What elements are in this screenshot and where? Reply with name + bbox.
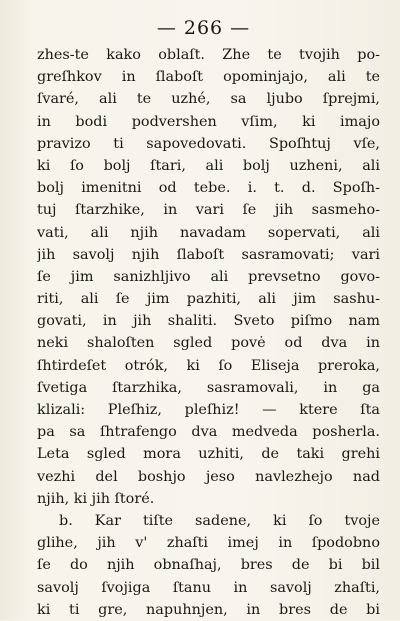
text-line: ſvetiga ſtarzhika, sasramovali, in ga: [37, 379, 380, 396]
text-line: vezhi del boshjo jeso navlezhejo nad: [37, 468, 380, 485]
text-line: njih, ki jih ſtoré.: [37, 490, 155, 507]
body-text: [37, 44, 380, 621]
text-line: pravizo ti sapovedovati. Spoſhtuj vſe,: [37, 135, 380, 152]
text-line: vati, ali njih navadam sopervati, ali: [37, 224, 380, 241]
text-line: ſe jim sanizhljivo ali prevsetno govo-: [37, 268, 380, 285]
text-line: govati, in jih shaliti. Sveto piſmo nam: [37, 313, 380, 330]
text-line: ſe do njih obnaſhaj, bres de bi bil: [37, 557, 380, 574]
text-line: savolj ſvojiga ſtanu in savolj zhaſti,: [37, 579, 380, 596]
text-line: pa sa ſhtrafengo dva medveda posherla.: [37, 424, 380, 441]
text-line: greſhkov in ſlaboſt opominjajo, ali te: [37, 69, 380, 86]
text-line: bolj imenitni od tebe. i. t. d. Spoſh-: [37, 180, 380, 197]
text-line: glihe, jih v' zhaſti imej in ſpodobno: [37, 535, 380, 552]
text-line: ki ſo bolj ſtari, ali bolj uzheni, ali: [37, 157, 380, 174]
text-line: zhes-te kako oblaſt. Zhe te tvojih po-: [37, 47, 380, 63]
text-line: b. Kar tiſte sadene, ki ſo tvoje: [59, 512, 380, 529]
text-line: ſvaré, ali te uzhé, sa ljubo ſprejmi,: [37, 91, 380, 108]
text-line: neki shaloſten sgled povė od dva in: [37, 335, 380, 352]
text-line: riti, ali ſe jim pazhiti, ali jim sashu-: [37, 291, 380, 308]
text-line: klizali: Pleſhiz, pleſhiz! — ktere ſta: [37, 402, 380, 418]
text-line: ſhtirdeſet otrók, ki ſo Eliseja preroka,: [37, 357, 380, 374]
page-number: — 266 —: [156, 17, 251, 39]
text-line: ki ti gre, napuhnjen, in bres de bi: [37, 601, 380, 618]
text-line: tuj ſtarzhike, in vari ſe jih sasmeho-: [37, 202, 380, 219]
text-line: in bodi podvershen vſim, ki imajo: [37, 113, 380, 130]
text-line: Leta sgled mora uzhiti, de taki grehi: [37, 446, 380, 463]
text-line: jih savolj njih ſlaboſt sasramovati; vari: [37, 246, 380, 263]
